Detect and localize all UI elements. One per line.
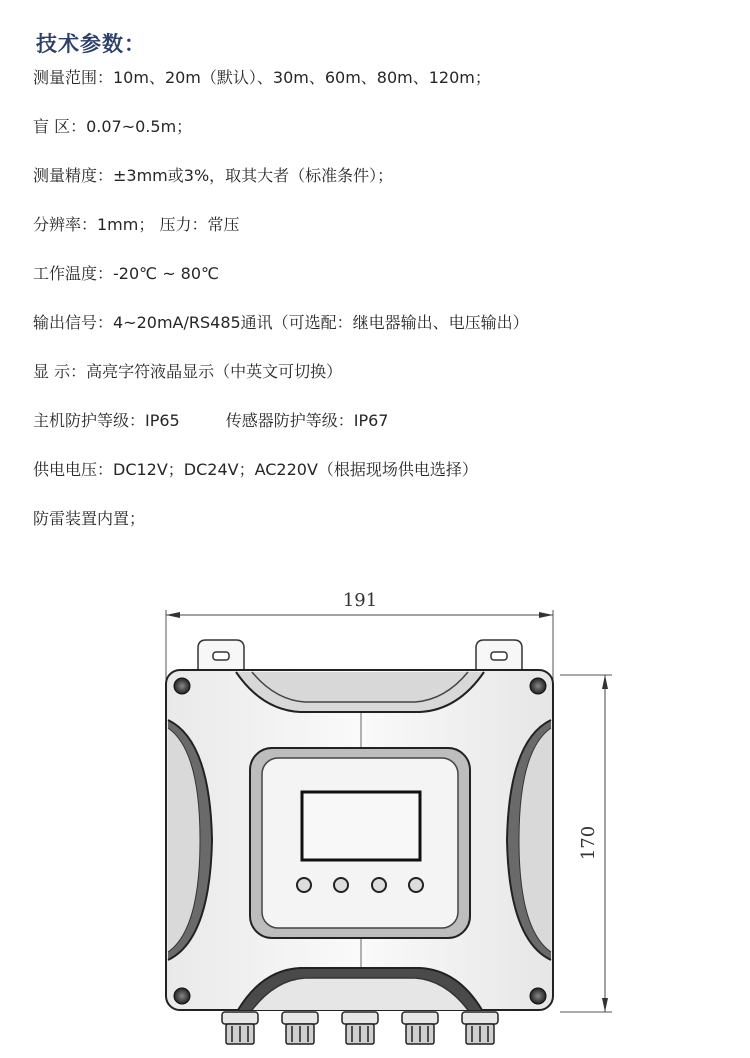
section-title: 技术参数：	[36, 32, 146, 56]
spec-host-protection: 主机防护等级：IP65	[33, 411, 180, 430]
device-enclosure	[166, 670, 553, 1010]
spec-blind-zone: 盲 区：0.07~0.5m；	[33, 117, 193, 136]
screw-icon	[530, 988, 546, 1004]
height-dimension-label: 170	[578, 825, 599, 861]
lcd-screen	[302, 792, 420, 860]
panel-button-2	[334, 878, 348, 892]
screw-icon	[530, 678, 546, 694]
cable-gland	[342, 1012, 378, 1044]
spec-lightning: 防雷装置内置；	[33, 509, 146, 528]
screw-icon	[174, 678, 190, 694]
cable-glands	[222, 1012, 498, 1044]
height-dimension	[560, 675, 612, 1012]
spec-sensor-protection: 传感器防护等级：IP67	[225, 411, 389, 430]
spec-temperature: 工作温度：-20℃ ~ 80℃	[33, 264, 220, 283]
spec-list	[33, 66, 529, 556]
screw-icon	[174, 988, 190, 1004]
spec-accuracy: 测量精度：±3mm或3%，取其大者（标准条件）；	[33, 166, 394, 185]
panel-button-3	[372, 878, 386, 892]
spec-output: 输出信号：4~20mA/RS485通讯（可选配：继电器输出、电压输出）	[33, 313, 529, 332]
panel-button-4	[409, 878, 423, 892]
spec-display: 显 示：高亮字符液晶显示（中英文可切换）	[33, 362, 343, 381]
cable-gland	[222, 1012, 258, 1044]
cable-gland	[402, 1012, 438, 1044]
spec-power: 供电电压：DC12V；DC24V；AC220V（根据现场供电选择）	[33, 460, 478, 479]
cable-gland	[462, 1012, 498, 1044]
spec-range: 测量范围：10m、20m（默认）、30m、60m、80m、120m；	[33, 68, 491, 87]
width-dimension-label: 191	[342, 590, 378, 611]
cable-gland	[282, 1012, 318, 1044]
spec-protection	[33, 409, 529, 458]
spec-resolution: 分辨率：1mm； 压力：常压	[33, 215, 240, 234]
device-dimension-drawing	[0, 560, 750, 1058]
mounting-tabs	[198, 640, 522, 672]
panel-button-1	[297, 878, 311, 892]
